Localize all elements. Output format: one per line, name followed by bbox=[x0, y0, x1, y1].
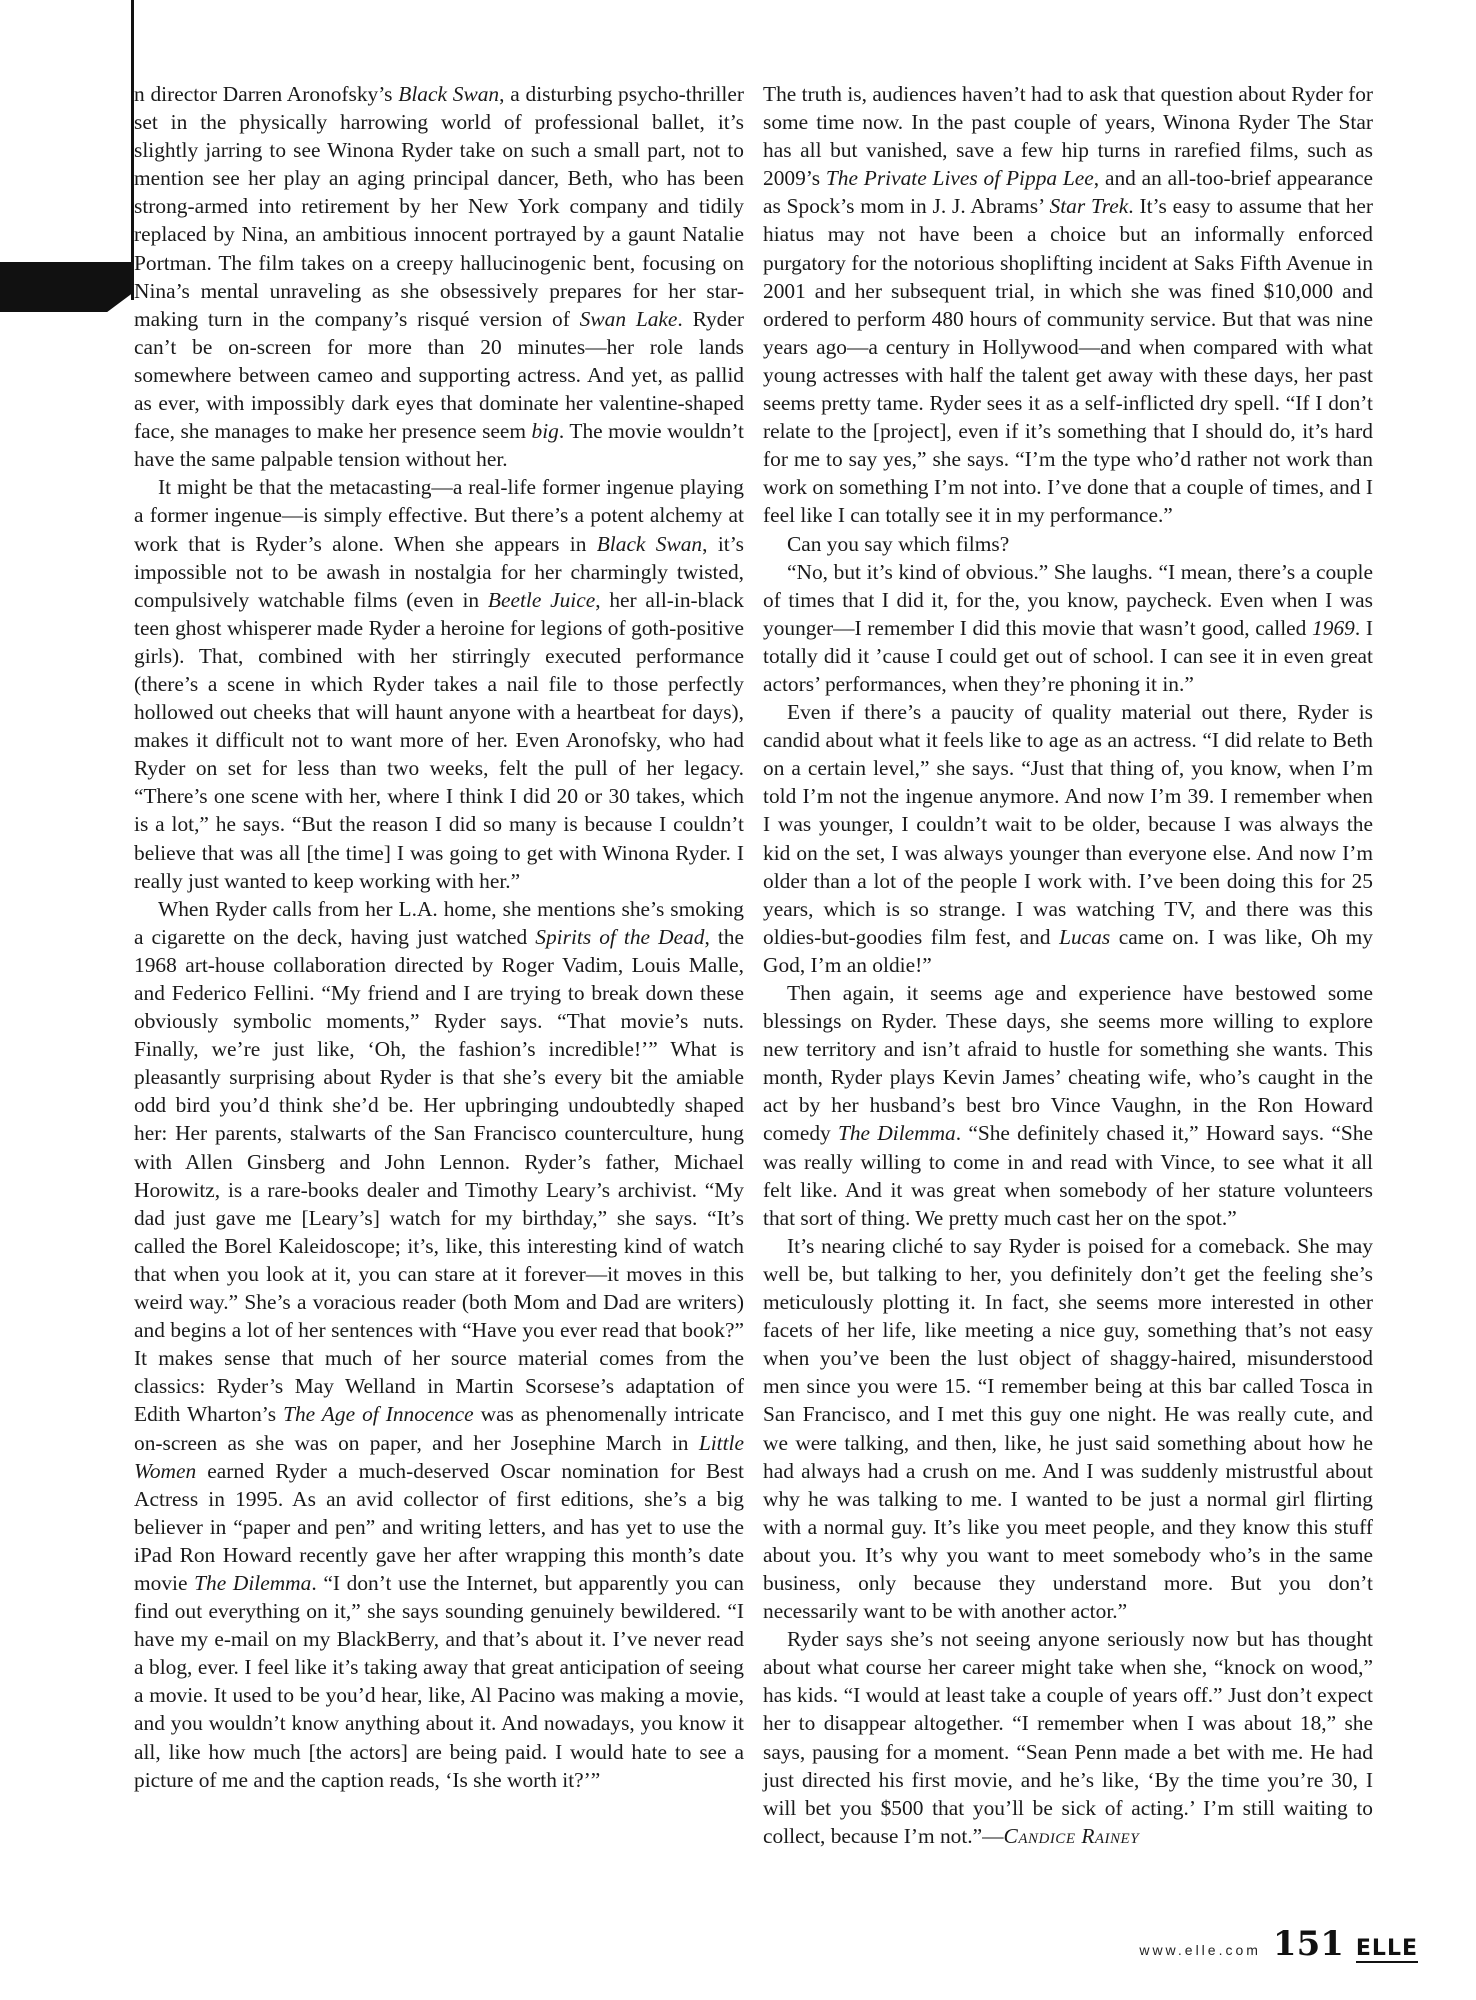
article-paragraph bbox=[763, 558, 1373, 698]
italic-title: Spirits of the Dead bbox=[535, 924, 705, 949]
paragraph-text: . Ryder can’t be on-screen for more than 20 minutes—her role lands somewhere between cameo and supporting actress. And yet, as pallid as ever, with impossibly dark eyes that dominate her valentine-shaped face, she manages to make her presence seem bbox=[134, 306, 744, 444]
paragraph-text: earned Ryder a much-deserved Oscar nomination for Best Actress in 1995. As an avid collector of first editions, she’s a big believer in “paper and pen” and writing letters, and has yet to use the iPad Ron Howard recently gave her after wrapping this month’s date movie bbox=[134, 1458, 744, 1595]
paragraph-text: . I totally did it ’cause I could get out of school. I can see it in even great actors’ performances, when they’re phoning it in.” bbox=[763, 615, 1373, 696]
author-byline: Candice Rainey bbox=[1003, 1823, 1140, 1848]
paragraph-text: “No, but it’s kind of obvious.” She laughs. “I mean, there’s a couple of times that I did it, for the, you know, paycheck. Even when I was younger—I remember I did this movie that wasn’t good, called bbox=[763, 559, 1373, 640]
italic-title: Star Trek bbox=[1049, 194, 1129, 219]
paragraph-text: Ryder says she’s not seeing anyone seriously now but has thought about what course her career might take when she, “knock on wood,” has kids. “I would at least take a couple of years off.” Just don’t expect her to disappear altogether. “I remember when I was about 18,” she says, pausing for a moment. “Sean Penn made a bet with me. He had just directed his first movie, and he’s like, ‘By the time you’re 30, I will bet you $500 that you’ll be sick of acting.’ I’m still waiting to collect, because I’m not.”— bbox=[763, 1627, 1373, 1848]
italic-title: Beetle Juice bbox=[487, 587, 596, 612]
page-footer bbox=[1139, 1924, 1418, 1964]
article-paragraph bbox=[763, 979, 1373, 1232]
article-paragraph bbox=[134, 80, 744, 473]
italic-title: big bbox=[531, 419, 559, 444]
article-paragraph bbox=[134, 473, 744, 894]
paragraph-text: Can you say which films? bbox=[787, 531, 1010, 556]
paragraph-text: . The movie wouldn’t have the same palpable tension without her. bbox=[134, 419, 745, 472]
italic-title: The Age of Innocence bbox=[283, 1402, 474, 1427]
italic-title: The Dilemma bbox=[837, 1121, 956, 1146]
paragraph-text: , and an all-too-brief appearance as Spock’s mom in J. J. Abrams’ bbox=[763, 166, 1374, 219]
italic-title: Black Swan bbox=[398, 82, 500, 106]
paragraph-text: n director Darren Aronofsky’s bbox=[134, 82, 399, 106]
article-paragraph bbox=[763, 1232, 1373, 1625]
paragraph-text: came on. I was like, Oh my God, I’m an oldie!” bbox=[763, 924, 1373, 977]
paragraph-text: It might be that the metacasting—a real-life former ingenue playing a former ingenue—is simply effective. But there’s a potent alchemy at work that is Ryder’s alone. When she appears in bbox=[134, 475, 744, 556]
magazine-logo: ELLE bbox=[1355, 1936, 1418, 1961]
paragraph-text: , her all-in-black teen ghost whisperer made Ryder a heroine for legions of goth-positive girls). That, combined with her stirringly executed performance (there’s a scene in which Ryder takes a nail file to those perfectly hollowed out cheeks that will haunt anyone with a heartbeat for days), makes it difficult not to want more of her. Even Aronofsky, who had Ryder on set for less than two weeks, felt the pull of her legacy. “There’s one scene with her, where I think I did 20 or 30 takes, which is a lot,” he says. “But the reason I did so many is because I couldn’t believe that was all [the time] I was going to get with Winona Ryder. I really just wanted to keep working with her.” bbox=[134, 587, 744, 893]
paragraph-text: Even if there’s a paucity of quality material out there, Ryder is candid about what it feels like to age as an actress. “I did relate to Beth on a certain level,” she says. “Just that thing of, you know, when I’m told I’m not the ingenue anymore. And now I’m 39. I remember when I was younger, I couldn’t wait to be older, because I was always the kid on the set, I was always younger than everyone else. And now I’m older than a lot of the people I work with. I’ve been doing this for 25 years, which is so strange. I was watching TV, and there was this oldies-but-goodies film fest, and bbox=[763, 700, 1373, 949]
italic-title: Black Swan bbox=[596, 531, 703, 556]
paragraph-text: When Ryder calls from her L.A. home, she mentions she’s smoking a cigarette on the deck, having just watched bbox=[134, 896, 744, 949]
drop-cap-bar bbox=[0, 262, 134, 312]
paragraph-text: Then again, it seems age and experience have bestowed some blessings on Ryder. These days, she seems more willing to explore new territory and isn’t afraid to hustle for something she wants. This month, Ryder plays Kevin James’ cheating wife, who’s caught in the act by her husband’s best bro Vince Vaughn, in the Ron Howard comedy bbox=[763, 981, 1373, 1146]
article-column-left bbox=[134, 80, 744, 1794]
article-paragraph bbox=[763, 80, 1373, 530]
paragraph-text: , the 1968 art-house collaboration directed by Roger Vadim, Louis Malle, and Federico Fellini. “My friend and I are trying to break down these obviously symbolic moments,” Ryder says. “That movie’s nuts. Finally, we’re just like, ‘Oh, the fashion’s incredible!’” What is pleasantly surprising about Ryder is that she’s every bit the amiable odd bird you’d think she’d be. Her upbringing undoubtedly shaped her: Her parents, stalwarts of the San Francisco counterculture, hung with Allen Ginsberg and John Lennon. Ryder’s father, Michael Horowitz, is a rare-books dealer and Timothy Leary’s archivist. “My dad just gave me [Leary’s] watch for my birthday,” she says. “It’s called the Borel Kaleidoscope; it’s, like, this interesting kind of watch that when you look at it, you can stare at it forever—it moves in this weird way.” She’s a voracious reader (both Mom and Dad are writers) and begins a lot of her sentences with “Have you ever read that book?” It makes sense that much of her source material comes from the classics: Ryder’s May Welland in Martin Scorsese’s adaptation of Edith Wharton’s bbox=[134, 924, 744, 1427]
page-number: 151 bbox=[1272, 1924, 1344, 1964]
paragraph-text: It’s nearing cliché to say Ryder is poised for a comeback. She may well be, but talking to her, you definitely don’t get the feeling she’s meticulously plotting it. In fact, she seems more interested in other facets of her life, like meeting a nice guy, something that’s not easy when you’ve been the lust object of shaggy-haired, misunderstood men since you were 15. “I remember being at this bar called Tosca in San Francisco, and I met this guy one night. He was really cute, and we were talking, and then, like, he just said something about how he had always had a crush on me. And I was suddenly mistrustful about why he was talking to me. I wanted to be just a normal girl flirting with a normal guy. It’s like you meet people, and they know this stuff about you. It’s why you want to meet somebody who’s in the same business, only because they understand more. But you don’t necessarily want to be with another actor.” bbox=[763, 1233, 1373, 1624]
paragraph-text: was as phenomenally intricate on-screen as she was on paper, and her Josephine March in bbox=[134, 1402, 744, 1455]
article-column-right bbox=[763, 80, 1373, 1850]
italic-title: Lucas bbox=[1059, 924, 1111, 949]
article-paragraph bbox=[763, 1625, 1373, 1850]
italic-title: Little Women bbox=[134, 1430, 744, 1483]
article-paragraph bbox=[763, 698, 1373, 979]
paragraph-text: . “I don’t use the Internet, but apparently you can find out everything on it,” she says sounding genuinely bewildered. “I have my e-mail on my BlackBerry, and that’s about it. I’ve never read a blog, ever. I feel like it’s taking away that great anticipation of seeing a movie. It used to be you’d hear, like, Al Pacino was making a movie, and you wouldn’t know anything about it. And nowadays, you know it all, like how much [the actors] are being paid. I would hate to see a picture of me and the caption reads, ‘Is she worth it?’” bbox=[134, 1570, 744, 1792]
article-paragraph bbox=[134, 895, 744, 1794]
italic-title: 1969 bbox=[1312, 615, 1355, 640]
italic-title: The Private Lives of Pippa Lee bbox=[825, 166, 1094, 191]
paragraph-text: The truth is, audiences haven’t had to ask that question about Ryder for some time now. In the past couple of years, Winona Ryder The Star has all but vanished, save a few hip turns in rarefied films, such as 2009’s bbox=[763, 82, 1374, 191]
article-paragraph bbox=[763, 530, 1373, 558]
paragraph-text: , it’s impossible not to be awash in nostalgia for her charmingly twisted, compulsively watchable films (even in bbox=[134, 531, 744, 612]
italic-title: The Dilemma bbox=[194, 1570, 312, 1595]
footer-url: www.elle.com bbox=[1139, 1942, 1261, 1958]
paragraph-text: . It’s easy to assume that her hiatus may not have been a choice but an informally enforced purgatory for the notorious shoplifting incident at Saks Fifth Avenue in 2001 and her subsequent trial, in which she was fined $10,000 and ordered to perform 480 hours of community service. But that was nine years ago—a century in Hollywood—and when compared with what young actresses with half the talent get away with these days, her past seems pretty tame. Ryder sees it as a self-inflicted dry spell. “If I don’t relate to the [project], even if it’s something that I should do, it’s hard for me to say yes,” she says. “I’m the type who’d rather not work than work on something I’m not into. I’ve done that a couple of times, and I feel like I can totally see it in my performance.” bbox=[763, 194, 1373, 528]
italic-title: Swan Lake bbox=[579, 306, 678, 331]
paragraph-text: . “She definitely chased it,” Howard says. “She was really willing to come in and read with Vince, to see what it all felt like. And it was great when somebody of her stature volunteers that sort of thing. We pretty much cast her on the spot.” bbox=[763, 1121, 1373, 1230]
paragraph-text: , a disturbing psycho-thriller set in the physically harrowing world of professional ballet, it’s slightly jarring to see Winona Ryder take on such a small part, not to mention see her play an aging principal dancer, Beth, who has been strong-armed into retirement by her New York company and tidily replaced by Nina, an ambitious innocent portrayed by a gaunt Natalie Portman. The film takes on a creepy hallucinogenic bent, focusing on Nina’s mental unraveling as she obsessively prepares for her star-making turn in the company’s risqué version of bbox=[134, 82, 744, 331]
